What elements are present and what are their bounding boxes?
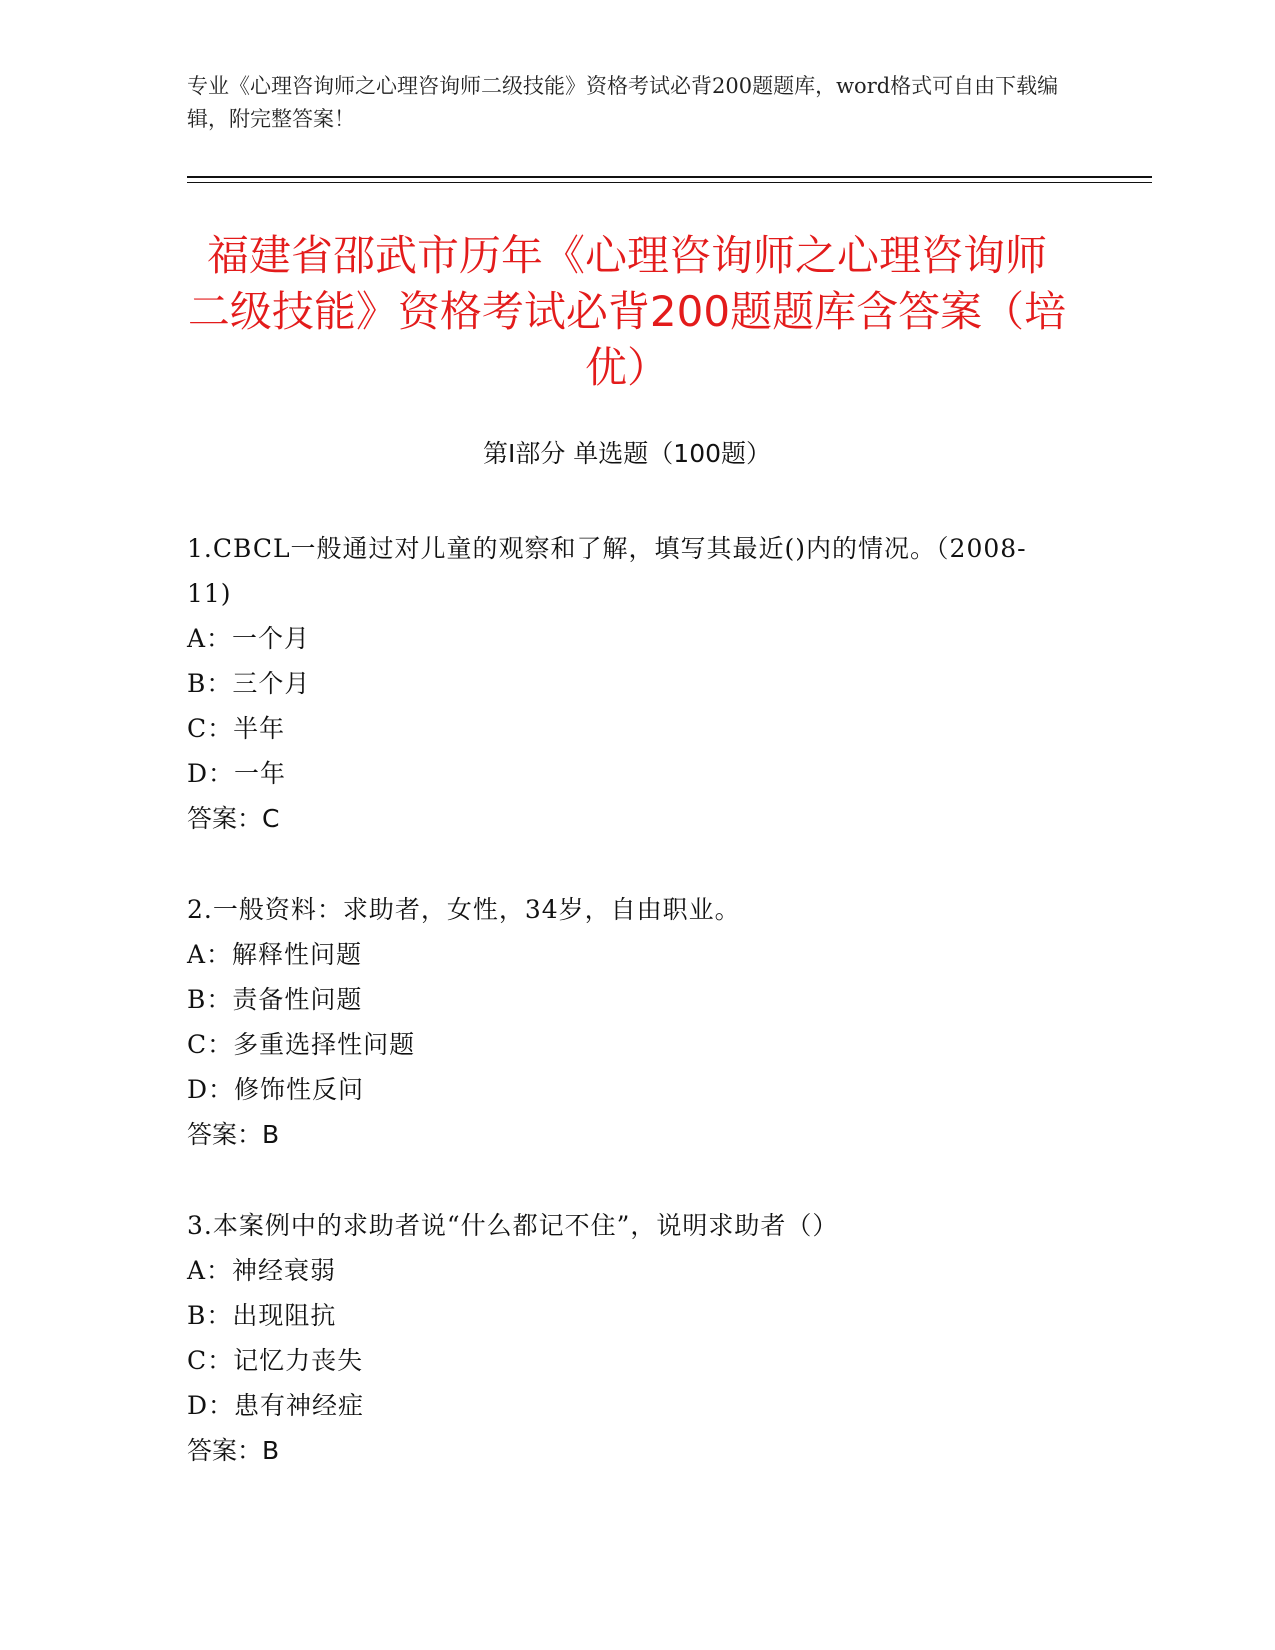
answer: 答案：C <box>187 804 280 833</box>
option-b: B：出现阻抗 <box>187 1301 337 1330</box>
option-a: A：神经衰弱 <box>187 1256 337 1285</box>
header-divider-thick <box>187 176 1152 178</box>
header-note: 专业《心理咨询师之心理咨询师二级技能》资格考试必背200题题库，word格式可自由下载编辑，附完整答案！ <box>187 74 1059 131</box>
question-1 <box>187 526 1067 841</box>
option-c: C：半年 <box>187 714 286 743</box>
question-3 <box>187 1203 1067 1473</box>
section-title: 第Ⅰ部分 单选题（100题） <box>482 439 772 468</box>
option-a: A：解释性问题 <box>187 940 363 969</box>
question-2 <box>187 887 1067 1157</box>
option-b: B：三个月 <box>187 669 311 698</box>
document-title: 福建省邵武市历年《心理咨询师之心理咨询师二级技能》资格考试必背200题题库含答案（培优） <box>187 231 1067 392</box>
option-d: D：一年 <box>187 759 287 788</box>
question-stem: 1.CBCL一般通过对儿童的观察和了解，填写其最近()内的情况。（2008-11) <box>187 534 1027 608</box>
option-c: C：多重选择性问题 <box>187 1030 416 1059</box>
answer: 答案：B <box>187 1436 280 1465</box>
question-stem: 3.本案例中的求助者说“什么都记不住”，说明求助者（） <box>187 1211 839 1240</box>
option-d: D：修饰性反问 <box>187 1075 365 1104</box>
question-stem: 2.一般资料：求助者，女性，34岁，自由职业。 <box>187 895 741 924</box>
option-c: C：记忆力丧失 <box>187 1346 364 1375</box>
header-divider-thin <box>187 182 1152 183</box>
option-b: B：责备性问题 <box>187 985 363 1014</box>
answer: 答案：B <box>187 1120 280 1149</box>
option-a: A：一个月 <box>187 624 311 653</box>
option-d: D：患有神经症 <box>187 1391 365 1420</box>
question-list <box>187 526 1067 1519</box>
